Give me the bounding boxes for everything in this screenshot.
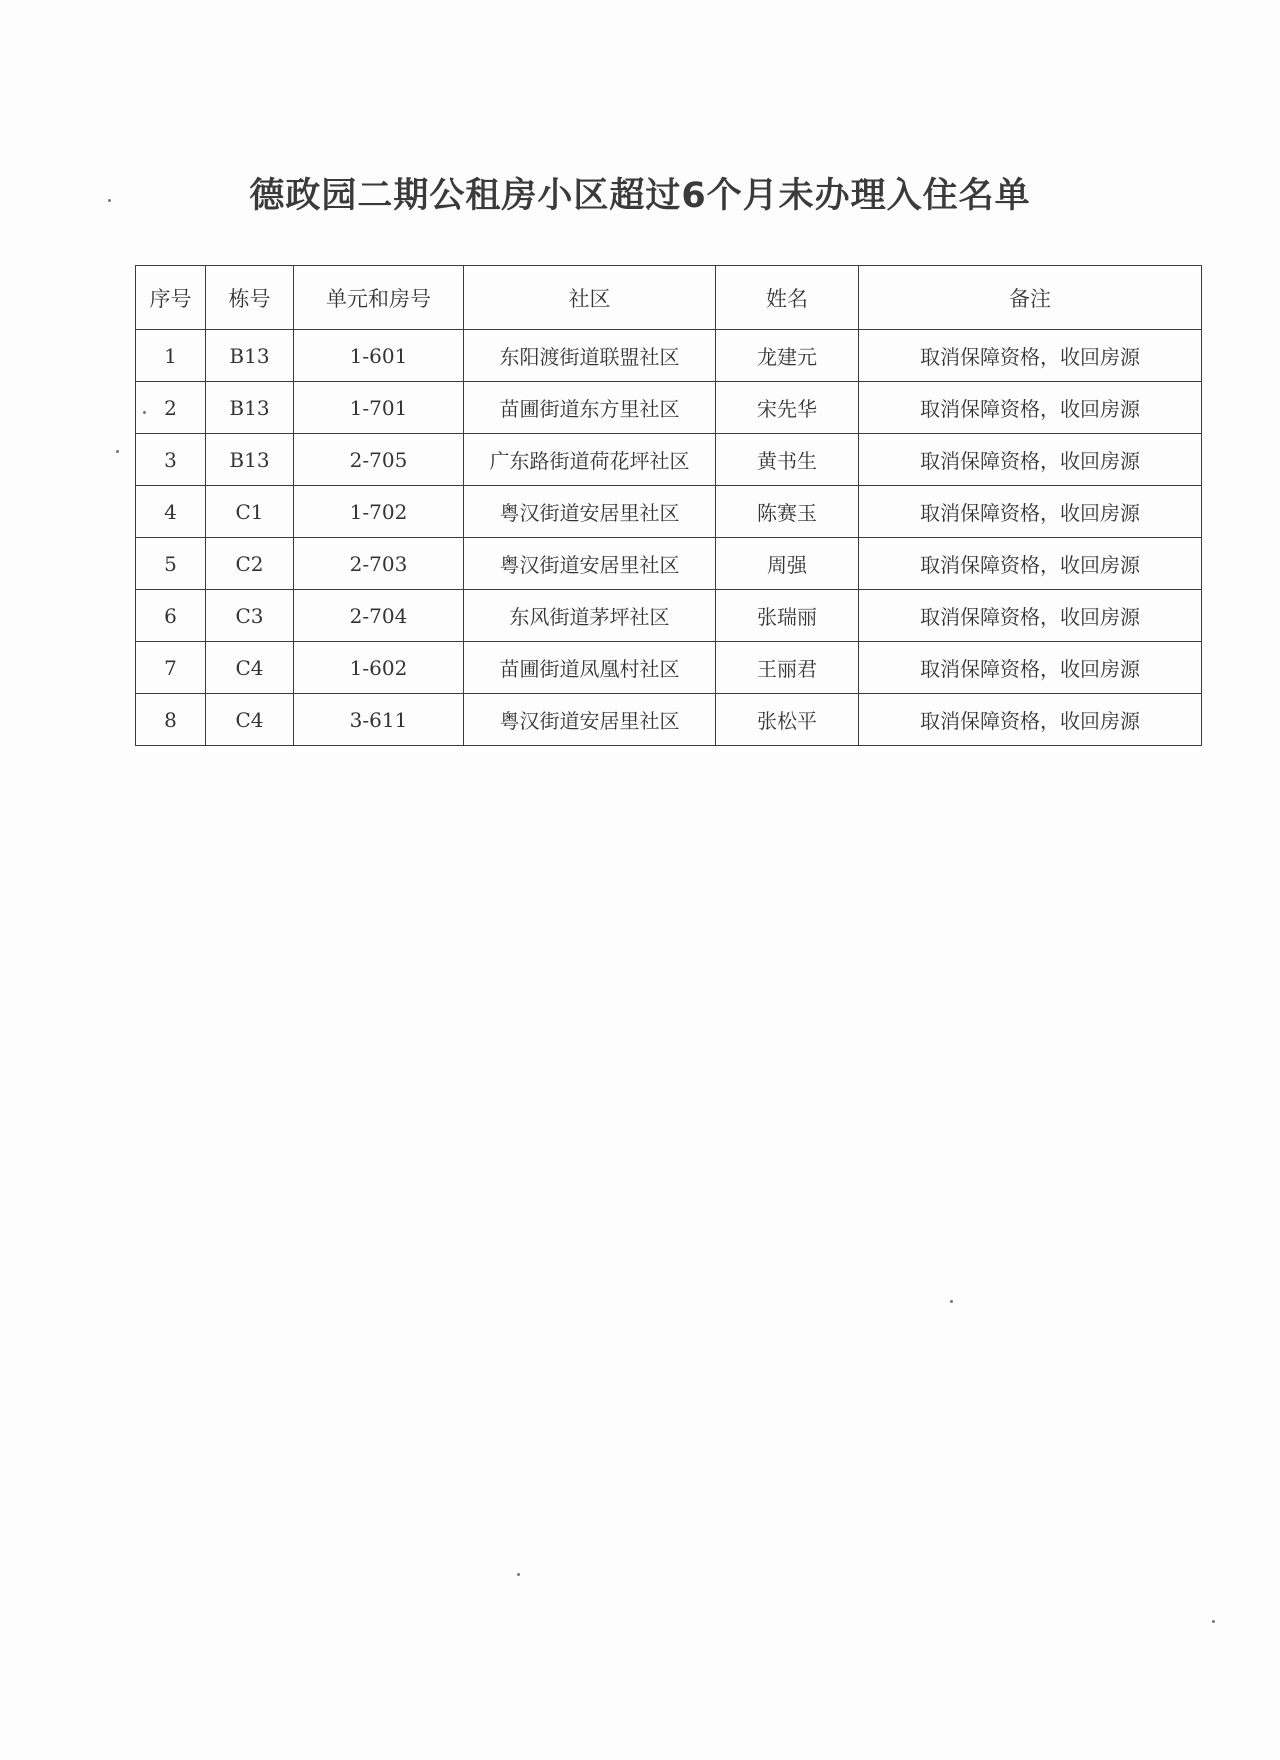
table-header-row — [136, 266, 1202, 330]
cell-remarks: 取消保障资格，收回房源 — [859, 382, 1202, 434]
cell-unit-room: 2-704 — [294, 590, 464, 642]
cell-name: 张松平 — [716, 694, 859, 746]
cell-remarks: 取消保障资格，收回房源 — [859, 330, 1202, 382]
cell-unit-room: 1-702 — [294, 486, 464, 538]
cell-community: 东风街道茅坪社区 — [464, 590, 716, 642]
cell-community: 广东路街道荷花坪社区 — [464, 434, 716, 486]
table-row — [136, 434, 1202, 486]
cell-building: C4 — [206, 694, 294, 746]
cell-remarks: 取消保障资格，收回房源 — [859, 434, 1202, 486]
cell-index: 4 — [136, 486, 206, 538]
cell-building: B13 — [206, 382, 294, 434]
cell-community: 粤汉街道安居里社区 — [464, 694, 716, 746]
cell-building: C4 — [206, 642, 294, 694]
cell-remarks: 取消保障资格，收回房源 — [859, 538, 1202, 590]
cell-name: 黄书生 — [716, 434, 859, 486]
cell-unit-room: 1-701 — [294, 382, 464, 434]
cell-index: 5 — [136, 538, 206, 590]
table-row — [136, 382, 1202, 434]
table-row — [136, 590, 1202, 642]
table-row — [136, 486, 1202, 538]
cell-community: 苗圃街道东方里社区 — [464, 382, 716, 434]
residents-table — [135, 265, 1202, 746]
cell-building: C3 — [206, 590, 294, 642]
cell-community: 东阳渡街道联盟社区 — [464, 330, 716, 382]
cell-building: B13 — [206, 434, 294, 486]
header-unit-room: 单元和房号 — [294, 266, 464, 330]
cell-index: 7 — [136, 642, 206, 694]
cell-unit-room: 1-602 — [294, 642, 464, 694]
cell-name: 宋先华 — [716, 382, 859, 434]
cell-remarks: 取消保障资格，收回房源 — [859, 590, 1202, 642]
scan-speck — [116, 450, 119, 453]
cell-index: 2 — [136, 382, 206, 434]
cell-unit-room: 2-705 — [294, 434, 464, 486]
scan-speck — [517, 1573, 520, 1576]
cell-building: C1 — [206, 486, 294, 538]
cell-name: 周强 — [716, 538, 859, 590]
cell-building: B13 — [206, 330, 294, 382]
cell-name: 张瑞丽 — [716, 590, 859, 642]
table-row — [136, 538, 1202, 590]
table-row — [136, 330, 1202, 382]
cell-remarks: 取消保障资格，收回房源 — [859, 486, 1202, 538]
cell-building: C2 — [206, 538, 294, 590]
cell-community: 粤汉街道安居里社区 — [464, 486, 716, 538]
header-community: 社区 — [464, 266, 716, 330]
scan-speck — [143, 411, 146, 414]
cell-name: 龙建元 — [716, 330, 859, 382]
document-title: 德政园二期公租房小区超过6个月未办理入住名单 — [249, 176, 1031, 216]
scan-speck — [1212, 1620, 1215, 1623]
header-index: 序号 — [136, 266, 206, 330]
cell-remarks: 取消保障资格，收回房源 — [859, 642, 1202, 694]
cell-community: 苗圃街道凤凰村社区 — [464, 642, 716, 694]
cell-community: 粤汉街道安居里社区 — [464, 538, 716, 590]
cell-unit-room: 2-703 — [294, 538, 464, 590]
header-building: 栋号 — [206, 266, 294, 330]
header-remarks: 备注 — [859, 266, 1202, 330]
cell-name: 王丽君 — [716, 642, 859, 694]
cell-index: 8 — [136, 694, 206, 746]
scan-speck — [950, 1300, 953, 1303]
scan-speck — [108, 199, 111, 202]
cell-remarks: 取消保障资格，收回房源 — [859, 694, 1202, 746]
table-row — [136, 694, 1202, 746]
table-row — [136, 642, 1202, 694]
header-name: 姓名 — [716, 266, 859, 330]
cell-index: 1 — [136, 330, 206, 382]
cell-index: 3 — [136, 434, 206, 486]
cell-unit-room: 3-611 — [294, 694, 464, 746]
cell-unit-room: 1-601 — [294, 330, 464, 382]
cell-name: 陈赛玉 — [716, 486, 859, 538]
cell-index: 6 — [136, 590, 206, 642]
